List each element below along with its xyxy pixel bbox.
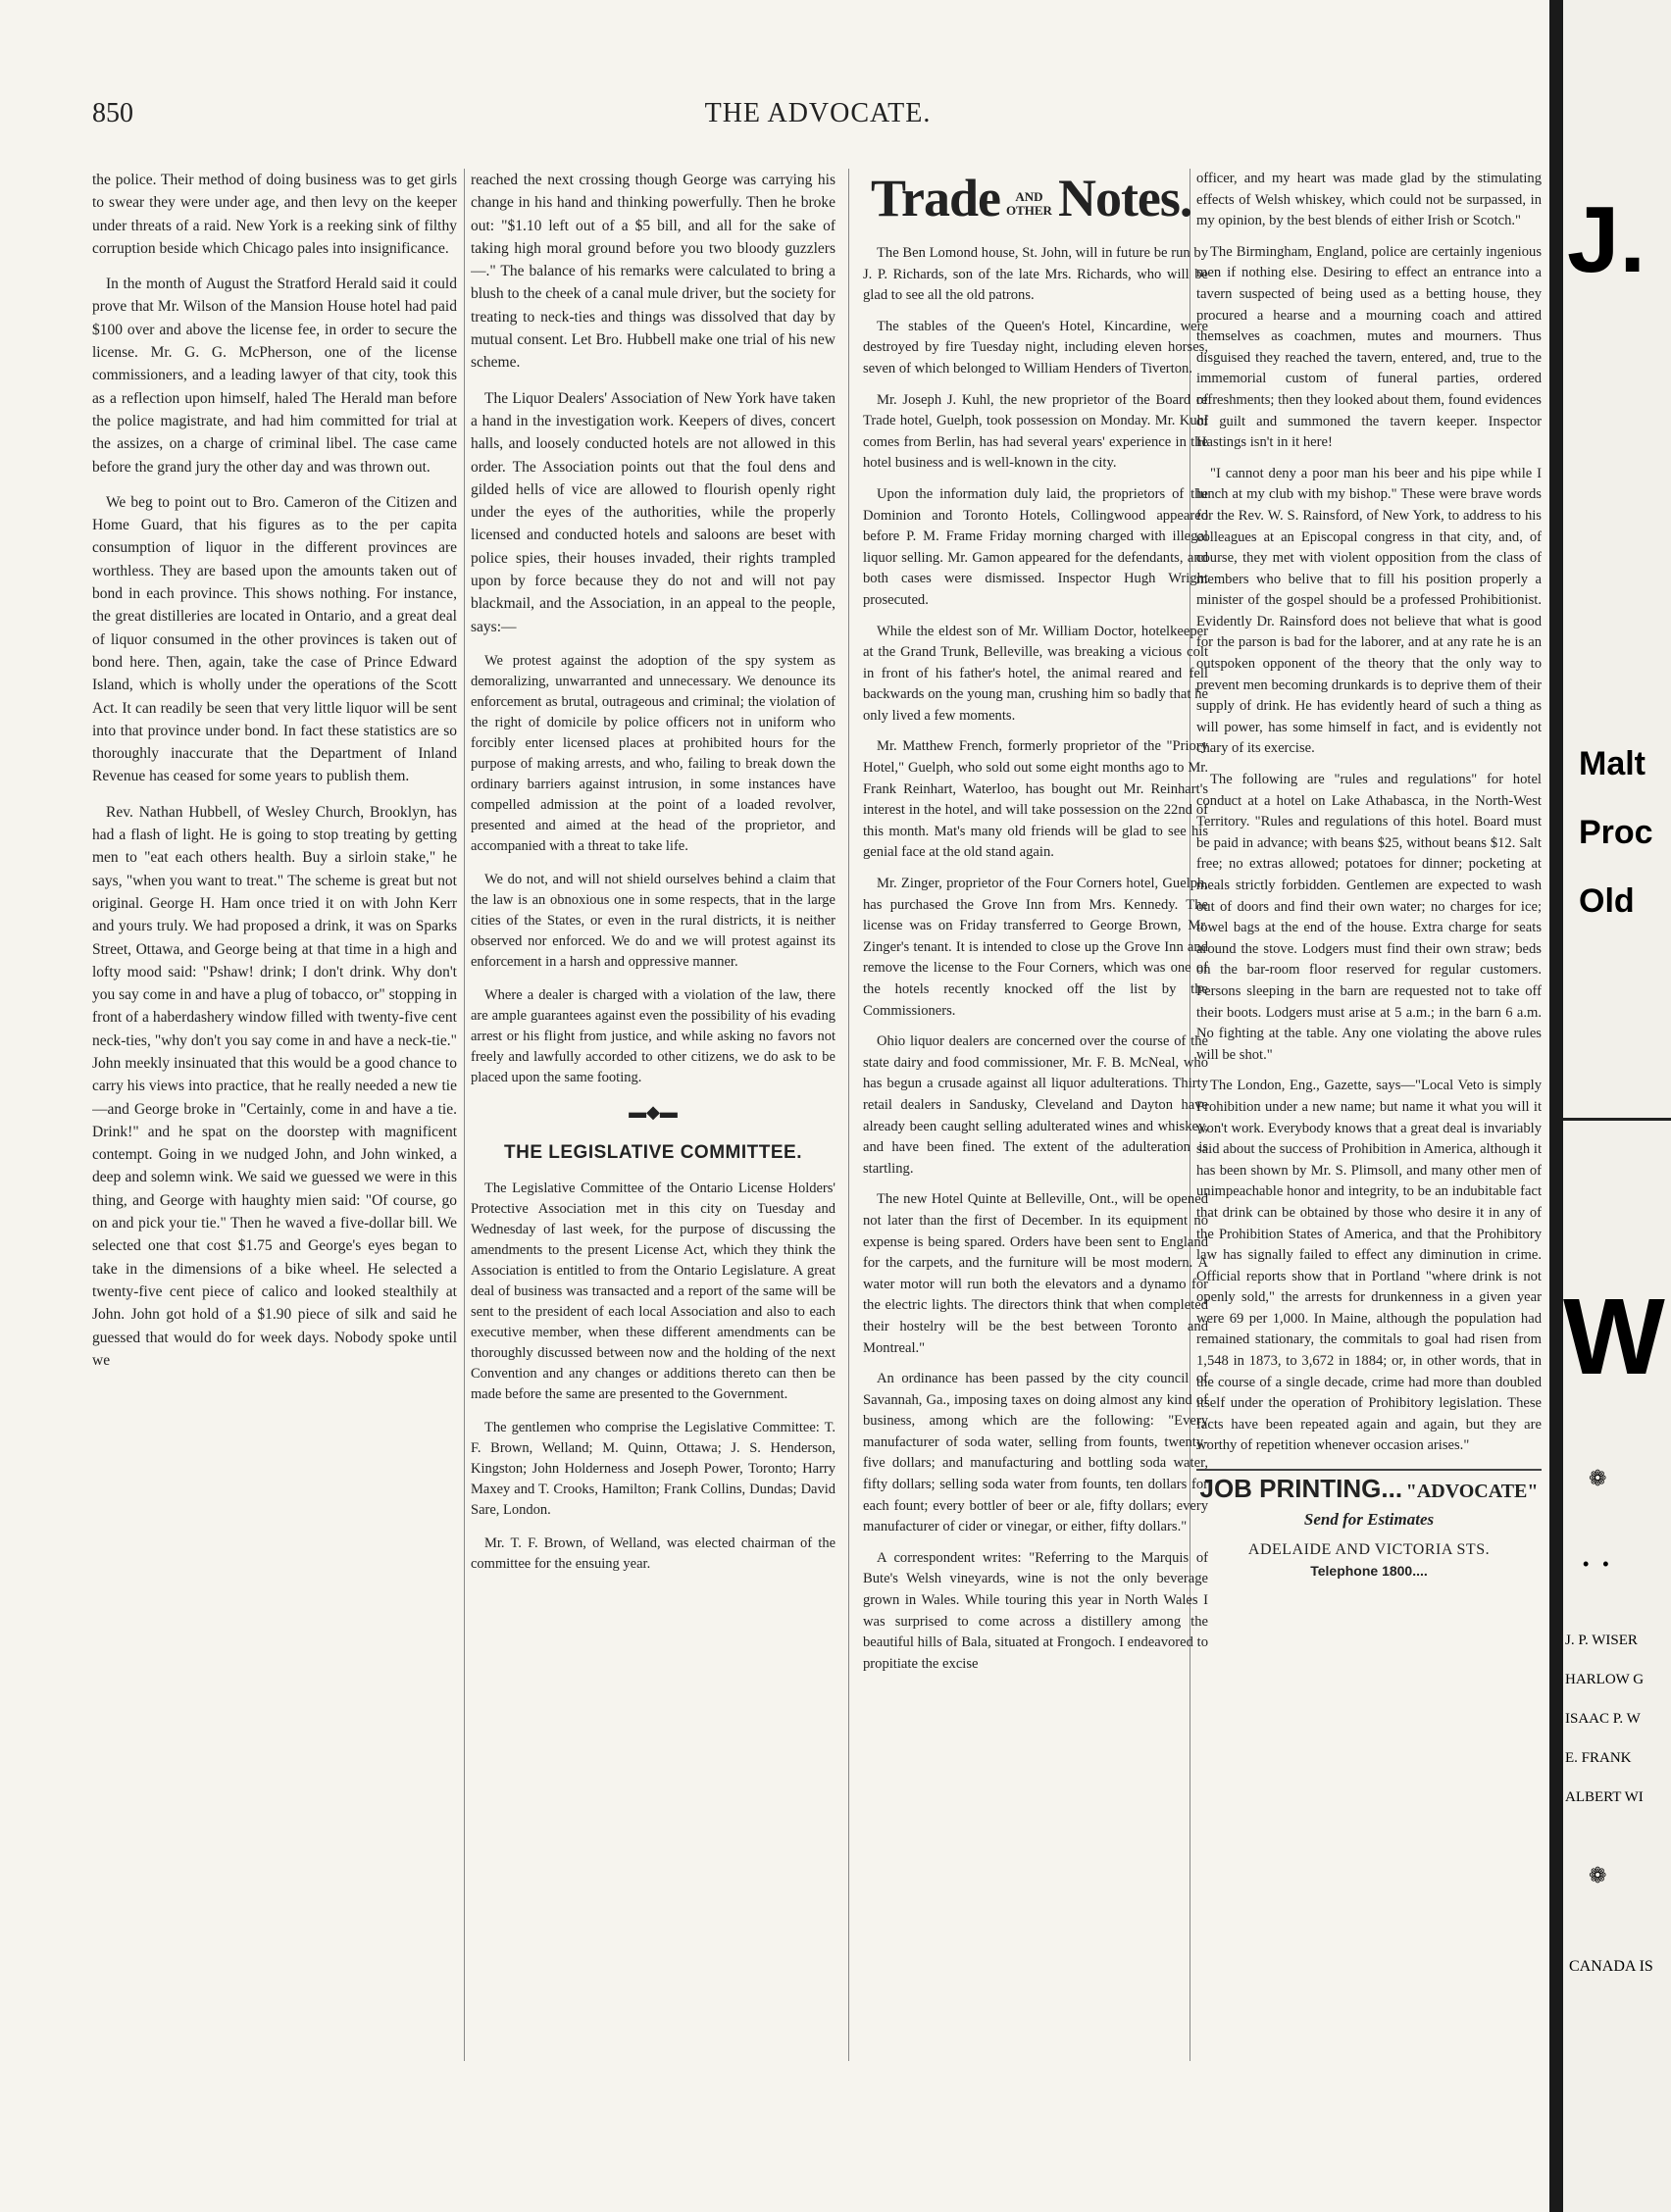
- paragraph: The Legislative Committee of the Ontario License Holders' Protective Association met in this city on Tuesday and Wednesday of last week, for the purpose of discussing the amendments to the present License Act, which they think the Association is entitled to from the Ontario Legislature. A great deal of business was transacted and a report of the same will be sent to the president of each local Association and also to each executive member, when these different amendments can be thoroughly discussed between now and the holding of the next Convention and any changes or additions thereto can then be made before the same are presented to the Government.: [471, 1180, 836, 1402]
- and-word: AND: [1015, 188, 1043, 204]
- paragraph: The Liquor Dealers' Association of New York have taken a hand in the investigation work. Keepers of dives, concert halls, and loosely conducted hotels are not allowed in this order. The Association points out that the foul dens and gilded hells of vice are allowed to flourish openly right under the eyes of the authorities, while the properly licensed and conducted hotels and saloons are beset with police spies, their houses invaded, their rights trampled upon by force because they do not and will not pay blackmail, and the Association, in an appeal to the people, says:—: [471, 389, 836, 635]
- ad-address: ADELAIDE AND VICTORIA STS.: [1247, 1541, 1491, 1559]
- adjacent-big-letter: W: [1563, 1277, 1665, 1397]
- paragraph: the police. Their method of doing business was to get girls to swear they were under age, and then levy on the keeper under threats of a raid. New York is a reeking sink of filthy corruption beside which Chicago pales into insignificance.: [92, 172, 457, 257]
- column-3: [863, 169, 1208, 2051]
- send-estimates: Send for Estimates: [1303, 1509, 1435, 1529]
- adjacent-name: ALBERT WI: [1565, 1789, 1644, 1805]
- news-item: Mr. Matthew French, formerly proprietor of the "Priory Hotel," Guelph, who sold out some eight months ago to Mr. Frank Reinhart, Waterloo, has bought out Mr. Reinhart's interest in the hotel, and will take possession on the 22nd of this month. Mat's many old friends will be glad to see his genial face at the old stand again.: [863, 738, 1208, 861]
- news-item: Upon the information duly laid, the proprietors of the Dominion and Toronto Hotels, Collingwood appeared before P. M. Frame Friday morning charged with illegal liquor selling. Mr. Gamon appeared for the defendants, and both cases were dismissed. Inspector Hugh Wright prosecuted.: [863, 485, 1208, 608]
- ad-telephone: Telephone 1800....: [1310, 1562, 1428, 1579]
- ornament-icon: ❁: [1589, 1863, 1607, 1887]
- news-item: The Ben Lomond house, St. John, will in future be run by J. P. Richards, son of the late Mrs. Richards, who will be glad to see all the old patrons.: [863, 245, 1208, 304]
- news-item: The London, Eng., Gazette, says—"Local Veto is simply Prohibition under a new name; but name it what you will it won't work. Everybody knows that a great deal is invariably said about the success of Prohibition in America, although it has been shown by Mr. S. Plimsoll, and many other men of unimpeachable honor and integrity, to be an indubitable fact that drink can be obtained by those who desire it in any of the Prohibition States of America, and that the Prohibitory law has signally failed to effect any diminution in crime. Official reports show that in Portland "where drink is not openly sold," the arrests for drunkenness in a given year were 69 per 1,000. In Maine, although the population had remained stationary, the commitals to goal had risen from 1,548 in 1873, to 3,672 in 1884; or, in other words, that in the course of a single decade, crime had more than doubled itself under the operation of Prohibitory legislation. These facts have been repeated again and again, but they are worthy of repetition whenever occasion arises.": [1196, 1078, 1542, 1454]
- news-item: officer, and my heart was made glad by the stimulating effects of Welsh whiskey, which could not be surpassed, in my opinion, by the best blends of either Irish or Scotch.": [1196, 171, 1542, 229]
- adjacent-word: Malt: [1579, 745, 1646, 782]
- news-item: While the eldest son of Mr. William Doctor, hotelkeeper at the Grand Trunk, Belleville, was breaking a vicious colt in front of his father's hotel, the animal reared and fell backwards on the young man, crushing him so badly that he only lived a few moments.: [863, 623, 1208, 724]
- news-item: Ohio liquor dealers are concerned over the course of the state dairy and food commissioner, Mr. F. B. McNeal, who has begun a crusade against all liquor adulterations. Thirty retail dealers in Sandusky, Cleveland and Dayton have already been caught selling adulterated wines and whiskey, and have been fined. The extent of the adulteration is startling.: [863, 1033, 1208, 1177]
- column-4: [1196, 169, 1542, 2051]
- advocate-label: "ADVOCATE": [1405, 1481, 1539, 1503]
- paragraph: reached the next crossing though George was carrying his change in his hand and thinking powerfully. Then he broke out: "$1.10 left out of a $5 bill, and all for the sake of taking high moral ground before you two bloody guzzlers —." The balance of his remarks were calculated to bring a blush to the cheek of a canal mule driver, but the society for treating to neck-ties and things was dissolved that day by mutual consent. Let Bro. Hubbell make one trial of his new scheme.: [471, 172, 836, 372]
- adjacent-name: E. FRANK: [1565, 1750, 1632, 1766]
- news-item: Mr. Zinger, proprietor of the Four Corners hotel, Guelph, has purchased the Grove Inn from Mrs. Kennedy. The license was on Friday transferred to George Brown, Mr. Zinger's tenant. It is intended to close up the Grove Inn and remove the license to the Four Corners, which was one of the hotels recently knocked off the list by the Commissioners.: [863, 876, 1208, 1019]
- adjacent-name: J. P. WISER: [1565, 1633, 1638, 1648]
- adjacent-word: Proc: [1579, 814, 1653, 851]
- job-printing-ad: [1196, 1469, 1542, 1582]
- paragraph: We beg to point out to Bro. Cameron of the Citizen and Home Guard, that his figures as to the per capita consumption of liquor in the different provinces are worthless. They are based upon the amounts taken out of bond in each province. This shows nothing. For instance, the great distilleries are located in Ontario, and a great deal of liquor consumed in the other provinces is taken out of bond here. Then, again, take the case of Prince Edward Island, which is wholly under the operations of the Scott Act. It can readily be seen that very little liquor will be sent into that province under bond. In fact these statistics are so thoroughly inaccurate that the Department of Inland Revenue has ceased for some years to publish them.: [92, 493, 457, 785]
- column-1: [92, 169, 457, 2066]
- page-header: [92, 98, 1544, 137]
- quoted-paragraph: We protest against the adoption of the spy system as demoralizing, unwarranted and unnecessary. We denounce its enforcement as brutal, outrageous and criminal; the violation of the right of domicile by police officers not in uniform who forcibly enter licensed places at prohibited hours for the purpose of making arrests, and who, failing to break down the ordinary barriers against intrusion, in some instances have compelled admission at the point of a loaded revolver, presented and aimed at the head of the proprietor, and accompanied with a threat to take life.: [471, 652, 836, 854]
- ornament-icon: ❁: [1589, 1466, 1607, 1490]
- quoted-paragraph: Where a dealer is charged with a violation of the law, there are ample guarantees against even the possibility of his evading arrest or his flight from justice, and while asking no favors not freely and lawfully accorded to other citizens, we do ask to be placed upon the same footing.: [471, 986, 836, 1085]
- news-item: The following are "rules and regulations" for hotel conduct at a hotel on Lake Athabasca, in the North-West Territory. "Rules and regulations of this hotel. Board must be paid in advance; with beans $25, without beans $12. Salt free; no extras allowed; potatoes for dinner; pocketing at meals strictly forbidden. Gentlemen are expected to wash out of doors and find their own water; no charges for ice; towel bags at the end of the house. Extra charge for seats around the stove. Lodgers must find their own straw; beds on the bar-room floor reserved for regular customers. Persons sleeping in the barn are requested not to take off their boots. Lodgers must arise at 5 a.m.; in the barn 6 a.m. No fighting at the table. Any one violating the above rules will be shot.": [1196, 772, 1542, 1063]
- notes-word: Notes.: [1057, 169, 1192, 227]
- paragraph: The gentlemen who comprise the Legislative Committee: T. F. Brown, Welland; M. Quinn, Ottawa; J. S. Henderson, Kingston; John Holderness and Joseph Power, Toronto; Harry Maxey and T. Crooks, Hamilton; Frank Collins, Dundas; David Sare, London.: [471, 1419, 836, 1518]
- section-divider: ▬◆▬: [629, 1101, 678, 1122]
- paragraph: Mr. T. F. Brown, of Welland, was elected chairman of the committee for the ensuing year.: [471, 1534, 836, 1572]
- adjacent-page-edge: [1563, 0, 1671, 2212]
- adjacent-name: HARLOW G: [1565, 1672, 1645, 1687]
- page-number: 850: [92, 98, 133, 128]
- adjacent-rule: [1563, 1118, 1671, 1121]
- news-item: The stables of the Queen's Hotel, Kincardine, were destroyed by fire Tuesday night, including eleven horses, seven of which belonged to William Henders of Tiverton.: [863, 318, 1208, 377]
- paragraph: Rev. Nathan Hubbell, of Wesley Church, Brooklyn, has had a flash of light. He is going to stop treating by getting men to "eat each others health. Buy a sirloin stake," he says, "when you want to treat." The scheme is great but not original. George H. Ham once tried it on with John Kerr and yours truly. We had proposed a drink, it was on Sparks Street, Ottawa, and George being at that time in a high and lofty mood said: "Pshaw! drink; I don't drink. Why don't you say come in and have a plug of tobacco, or" stopping in front of a haberdashery window filled with twenty-five cent neck-ties, "why don't you say come in and have a neck-tie." John meekly insinuated that this would be a good chance to carry his views into practice, that he really needed a new tie—and George broke in "Certainly, come in and have a tie. Drink!" and he spat on the doorstep with magnificent contempt. Going in we nudged John, and John winked, a deep and solemn wink. We said we guessed we were in this thing, and George with haughty mien said: "Of course, go on and pick your tie." Then he waved a five-dollar bill. We selected one that cost $1.75 and George's eyes began to take in the dimensions of a bike wheel. He selected a twenty-five cent piece of calico and looked stealthily at John. John got hold of a $1.90 piece of silk and said he guessed that would do for week days. Nobody spoke until we: [92, 803, 457, 1369]
- and-other-label: [1006, 190, 1052, 218]
- paragraph: In the month of August the Stratford Herald said it could prove that Mr. Wilson of the Mansion House hotel had paid $100 over and above the license fee, in order to secure the license. Mr. G. G. McPherson, one of the license commissioners, and a leading lawyer of that city, took this as a reflection upon himself, haled The Herald man before the police magistrate, and had him committed for trial at the assizes, on a charge of criminal libel. The case came before the grand jury the other day and was thrown out.: [92, 276, 457, 476]
- column-rule: [848, 169, 849, 2061]
- news-item: The Birmingham, England, police are certainly ingenious men if nothing else. Desiring to effect an entrance into a tavern suspected of being used as a betting house, they procured a hearse and a mourning coach and attired themselves as coachmen, mutes and mourners. Thus disguised they reached the tavern, entered, and, true to the immemorial custom of funeral parties, ordered refreshments; then they looked about them, found evidences of guilt and summoned the tavern keeper. Inspector Hastings isn't in it here!: [1196, 243, 1542, 451]
- news-item: Mr. Joseph J. Kuhl, the new proprietor of the Board of Trade hotel, Guelph, took possession on Monday. Mr. Kuhl comes from Berlin, has had several years' experience in the hotel business and is well-known in the city.: [863, 391, 1208, 472]
- dots-ornament: ••: [1583, 1554, 1623, 1574]
- adjacent-word: Old: [1579, 882, 1635, 920]
- adjacent-text: CANADA IS: [1569, 1958, 1653, 1975]
- adjacent-name: ISAAC P. W: [1565, 1711, 1641, 1727]
- news-item: The new Hotel Quinte at Belleville, Ont., will be opened not later than the first of December. In its equipment no expense is being spared. Orders have been sent to England for the carpets, and the furniture will be most modern. A water motor will run both the elevators and a dynamo for the electric lights. The directors think that when completed their hostelry will be the best between Toronto and Montreal.": [863, 1191, 1208, 1356]
- trade-notes-heading: [871, 171, 1208, 226]
- trade-word: Trade: [871, 169, 1000, 227]
- legislative-committee-heading: THE LEGISLATIVE COMMITTEE.: [504, 1142, 802, 1164]
- job-printing-label: JOB PRINTING...: [1199, 1474, 1403, 1504]
- adjacent-letter: J.: [1567, 187, 1646, 292]
- masthead-title: THE ADVOCATE.: [704, 98, 932, 128]
- news-item: A correspondent writes: "Referring to the Marquis of Bute's Welsh vineyards, wine is not the only beverage grown in Wales. While touring this year in North Wales I was surprised to come across a distillery among the beautiful hills of Bala, situated at Frongoch. I endeavored to propitiate the excise: [863, 1549, 1208, 1672]
- column-rule: [464, 169, 465, 2061]
- page-gutter: [1549, 0, 1563, 2212]
- other-word: OTHER: [1005, 202, 1052, 218]
- quoted-paragraph: We do not, and will not shield ourselves behind a claim that the law is an obnoxious one in some respects, that in the large cities of the States, or even in the rural districts, it is neither observed nor enforced. We do and we will protest against its enforcement in a harsh and oppressive manner.: [471, 871, 836, 970]
- news-item: "I cannot deny a poor man his beer and his pipe while I lunch at my club with my bishop." These were brave words for the Rev. W. S. Rainsford, of New York, to address to his colleagues at an Episcopal congress in that city, and, of course, they met with violent opposition from the class of members who belive that to fill his position properly a minister of the gospel should be a professed Prohibitionist. Evidently Dr. Rainsford does not believe that what is good for the parson is bad for the laborer, and at any rate he is an outspoken opponent of the theory that the only way to prevent men becoming drunkards is to deprive them of their supply of drink. He has evidently heard of such a thing as will power, has some himself in fact, and is evidently not chary of its exercise.: [1196, 465, 1542, 757]
- column-2: [471, 169, 836, 2071]
- news-item: An ordinance has been passed by the city council of Savannah, Ga., imposing taxes on doing almost any kind of business, among which are the following: "Every manufacturer of soda water, selling from founts, twenty-five dollars; and manufacturing and bottling soda water, fifty dollars; selling soda water from founts, ten dollars for each fount; every bottler of beer or ale, fifty dollars; every manufacturer of cider or vinegar, or either, fifty dollars.": [863, 1371, 1208, 1535]
